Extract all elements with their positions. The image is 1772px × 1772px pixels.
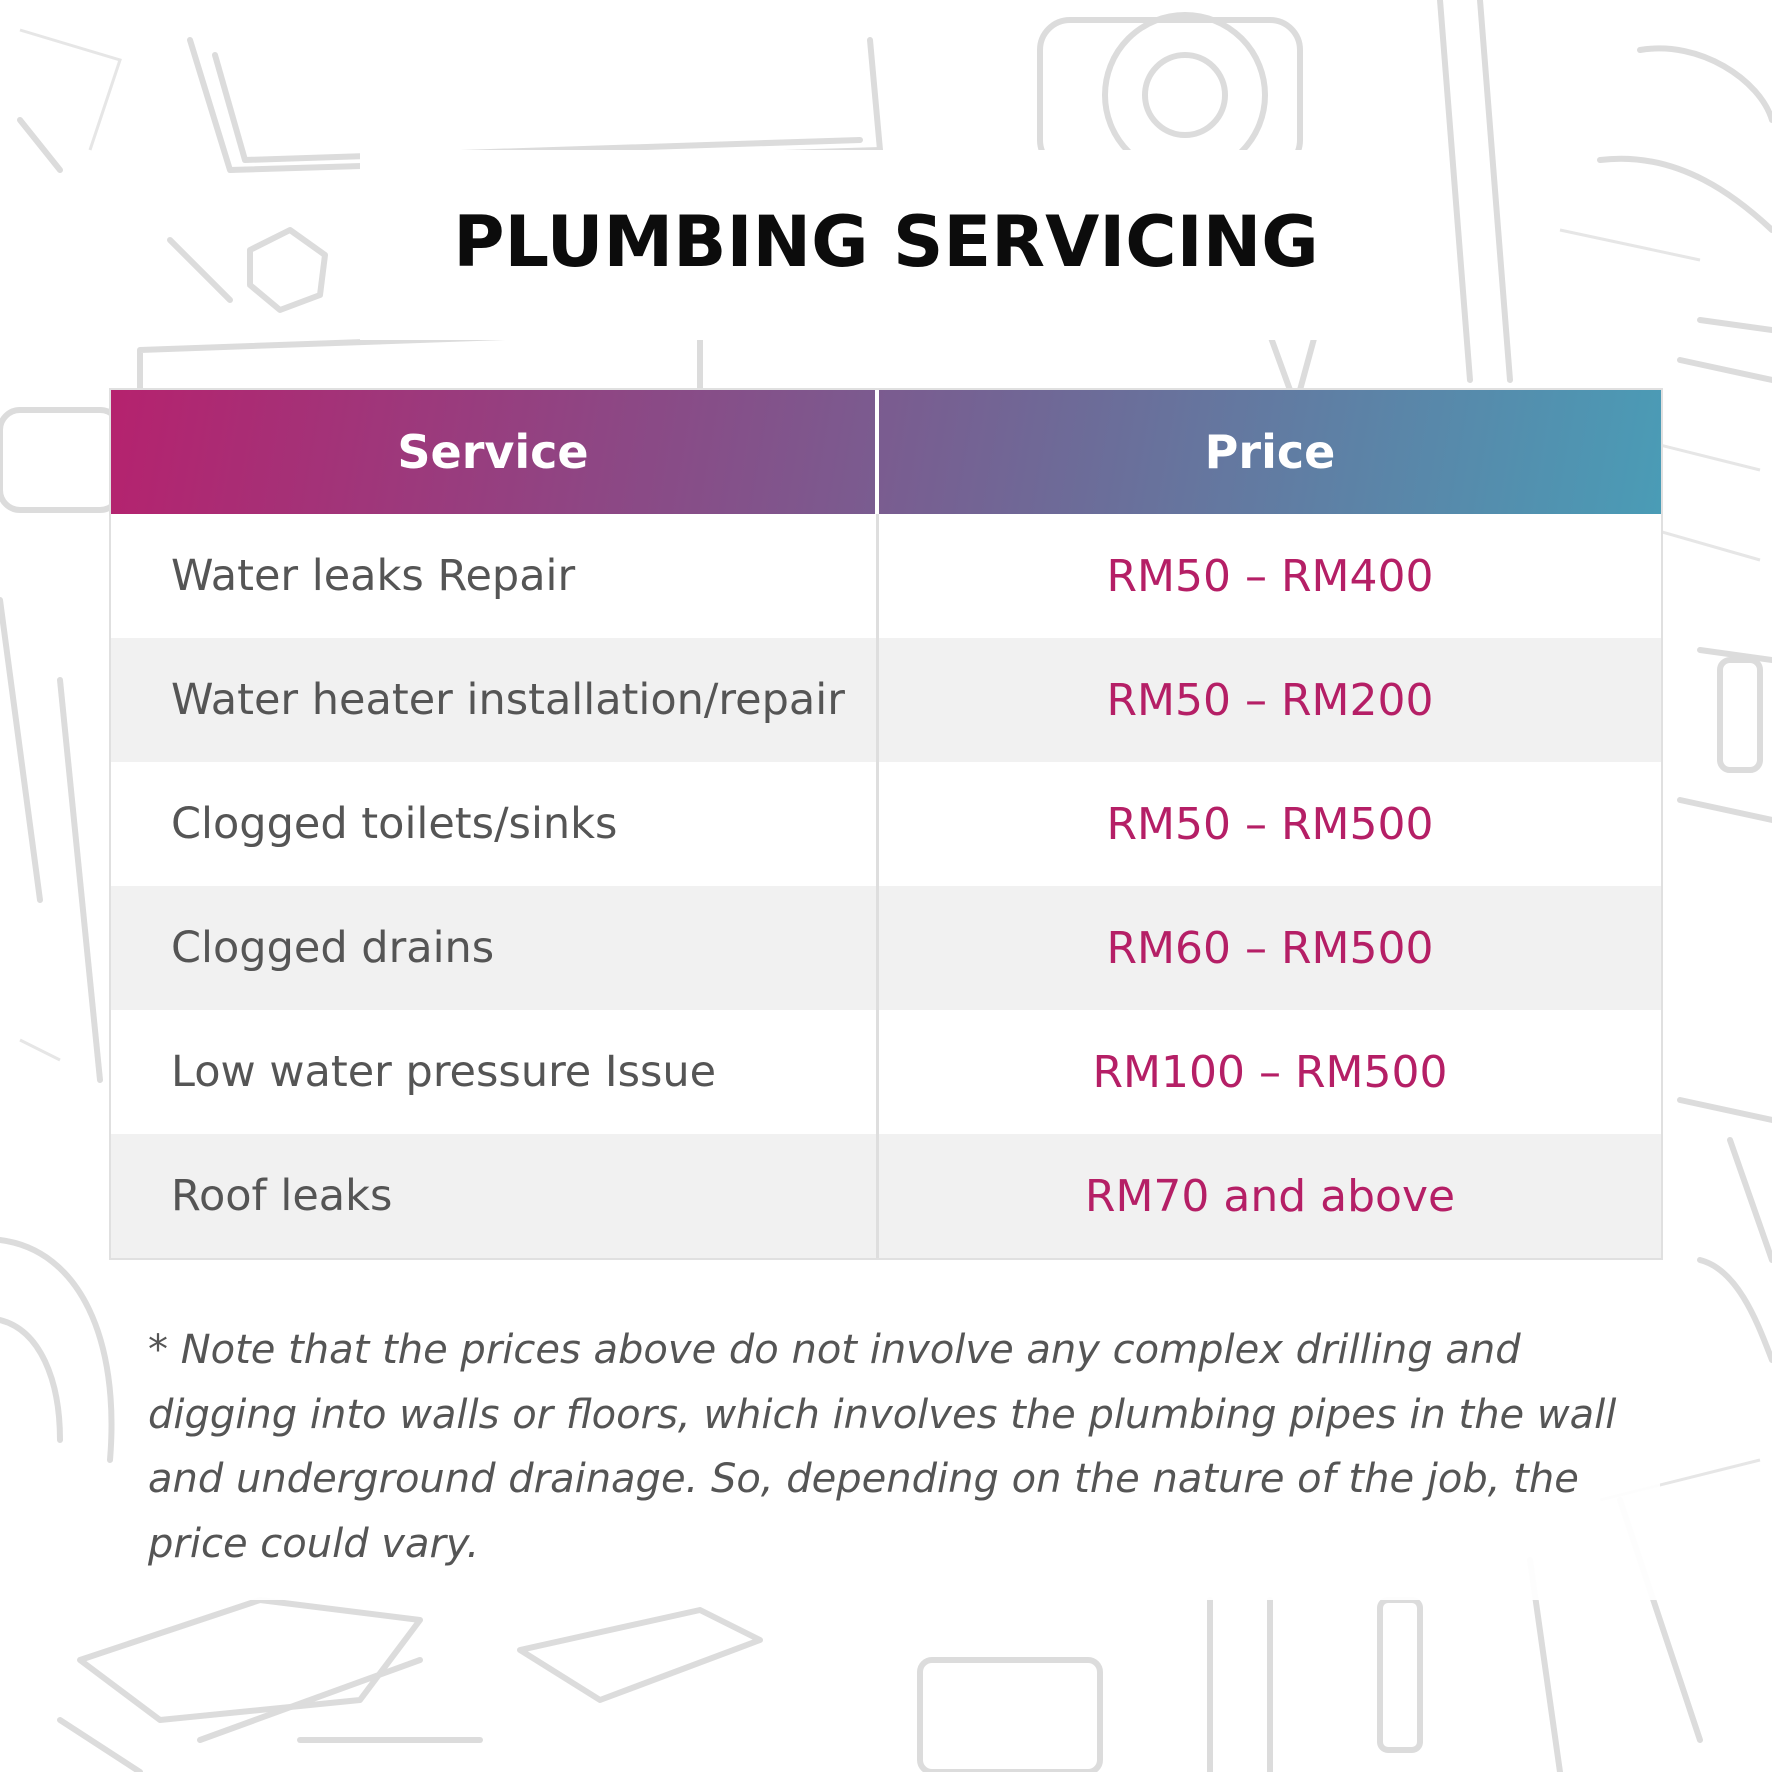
service-cell: Clogged toilets/sinks bbox=[111, 762, 879, 886]
table-row bbox=[111, 1134, 1661, 1258]
price-table bbox=[109, 388, 1663, 1260]
service-cell: Clogged drains bbox=[111, 886, 879, 1010]
price-cell: RM50 – RM200 bbox=[1106, 674, 1434, 726]
header-price: Price bbox=[1204, 425, 1336, 479]
price-cell: RM50 – RM400 bbox=[1106, 550, 1434, 602]
price-cell: RM50 – RM500 bbox=[1106, 798, 1434, 850]
table-row bbox=[111, 886, 1661, 1010]
price-cell: RM60 – RM500 bbox=[1106, 922, 1434, 974]
table-row bbox=[111, 762, 1661, 886]
service-cell: Roof leaks bbox=[111, 1134, 879, 1258]
table-row bbox=[111, 514, 1661, 638]
page-title: PLUMBING SERVICING bbox=[453, 201, 1319, 283]
table-row bbox=[111, 638, 1661, 762]
service-cell: Water heater installation/repair bbox=[111, 638, 879, 762]
header-service: Service bbox=[111, 390, 879, 514]
table-row bbox=[111, 1010, 1661, 1134]
service-cell: Low water pressure Issue bbox=[111, 1010, 879, 1134]
price-cell: RM70 and above bbox=[1084, 1170, 1456, 1222]
table-header bbox=[111, 390, 1661, 514]
price-cell: RM100 – RM500 bbox=[1092, 1046, 1448, 1098]
price-disclaimer-note: * Note that the prices above do not involve any complex drilling and digging into walls or floors, which involves the plumbing pipes in the wall and underground drainage. So, depending on the nature of the job, the price could vary. bbox=[148, 1327, 1617, 1567]
service-cell: Water leaks Repair bbox=[111, 514, 879, 638]
